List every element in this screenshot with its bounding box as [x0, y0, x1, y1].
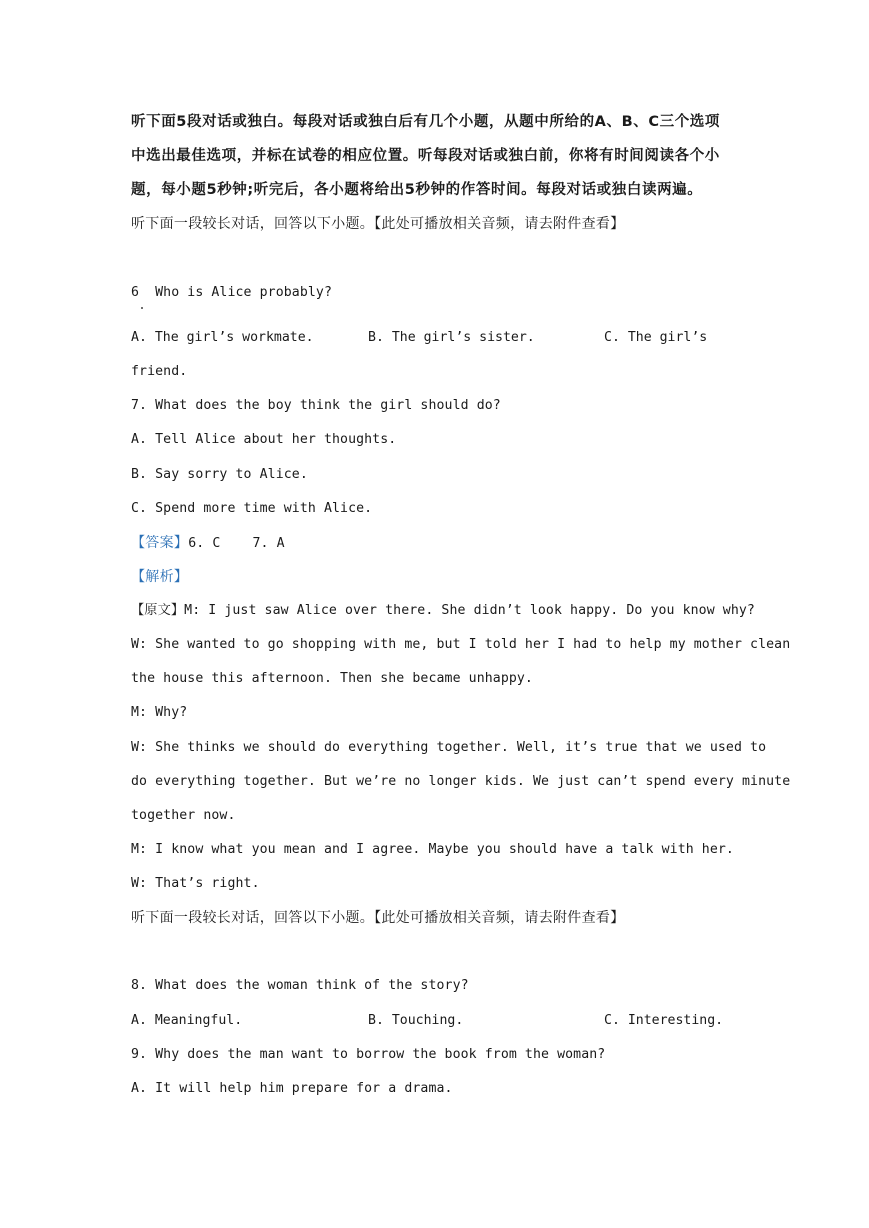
transcript-line: do everything together. But we’re no longer kids. We just can’t spend every minute — [131, 774, 791, 789]
q6-option-a: A. The girl’s workmate. — [131, 330, 314, 345]
q7-stem: 7. What does the boy think the girl should do? — [131, 398, 501, 413]
instructions-line-1: 听下面5段对话或独白。每段对话或独白后有几个小题，从题中所给的A、B、C三个选项 — [131, 114, 721, 130]
q8-option-a: A. Meaningful. — [131, 1013, 243, 1028]
q9-stem: 9. Why does the man want to borrow the book from the woman? — [131, 1047, 606, 1062]
instructions-line-3: 题，每小题5秒钟;听完后，各小题将给出5秒钟的作答时间。每段对话或独白读两遍。 — [131, 182, 703, 198]
q8-option-b: B. Touching. — [368, 1013, 464, 1028]
answer-label: 【答案】 — [131, 535, 189, 551]
section1-intro: 听下面一段较长对话，回答以下小题。【此处可播放相关音频，请去附件查看】 — [131, 216, 625, 232]
answer-text: 6. C 7. A — [188, 536, 285, 551]
q8-stem: 8. What does the woman think of the story? — [131, 978, 469, 993]
instructions-line-2: 中选出最佳选项，并标在试卷的相应位置。听每段对话或独白前，你将有时间阅读各个小 — [131, 148, 720, 164]
q7-option-a: A. Tell Alice about her thoughts. — [131, 432, 397, 447]
transcript-line: M: Why? — [131, 705, 188, 720]
transcript-line: M: I know what you mean and I agree. Maybe you should have a talk with her. — [131, 842, 734, 857]
q9-option-a: A. It will help him prepare for a drama. — [131, 1081, 453, 1096]
analysis-label: 【解析】 — [131, 569, 189, 585]
transcript-line: 【原文】M: I just saw Alice over there. She didn’t look happy. Do you know why? — [131, 603, 755, 618]
q7-option-b: B. Say sorry to Alice. — [131, 467, 308, 482]
transcript-line: W: That’s right. — [131, 876, 260, 891]
q7-option-c: C. Spend more time with Alice. — [131, 501, 373, 516]
answer-line — [131, 533, 285, 554]
stray-dot-mark — [141, 307, 143, 309]
q6-option-c-continued: friend. — [131, 364, 188, 379]
transcript-line: the house this afternoon. Then she became unhappy. — [131, 671, 533, 686]
transcript-line: W: She wanted to go shopping with me, but I told her I had to help my mother clean — [131, 637, 791, 652]
q6-option-b: B. The girl’s sister. — [368, 330, 535, 345]
q8-option-c: C. Interesting. — [604, 1013, 724, 1028]
transcript-line: W: She thinks we should do everything together. Well, it’s true that we used to — [131, 740, 767, 755]
transcript-line: together now. — [131, 808, 236, 823]
q6-option-c: C. The girl’s — [604, 330, 708, 345]
q6-stem: 6 Who is Alice probably? — [131, 285, 332, 300]
section2-intro: 听下面一段较长对话，回答以下小题。【此处可播放相关音频，请去附件查看】 — [131, 910, 625, 926]
